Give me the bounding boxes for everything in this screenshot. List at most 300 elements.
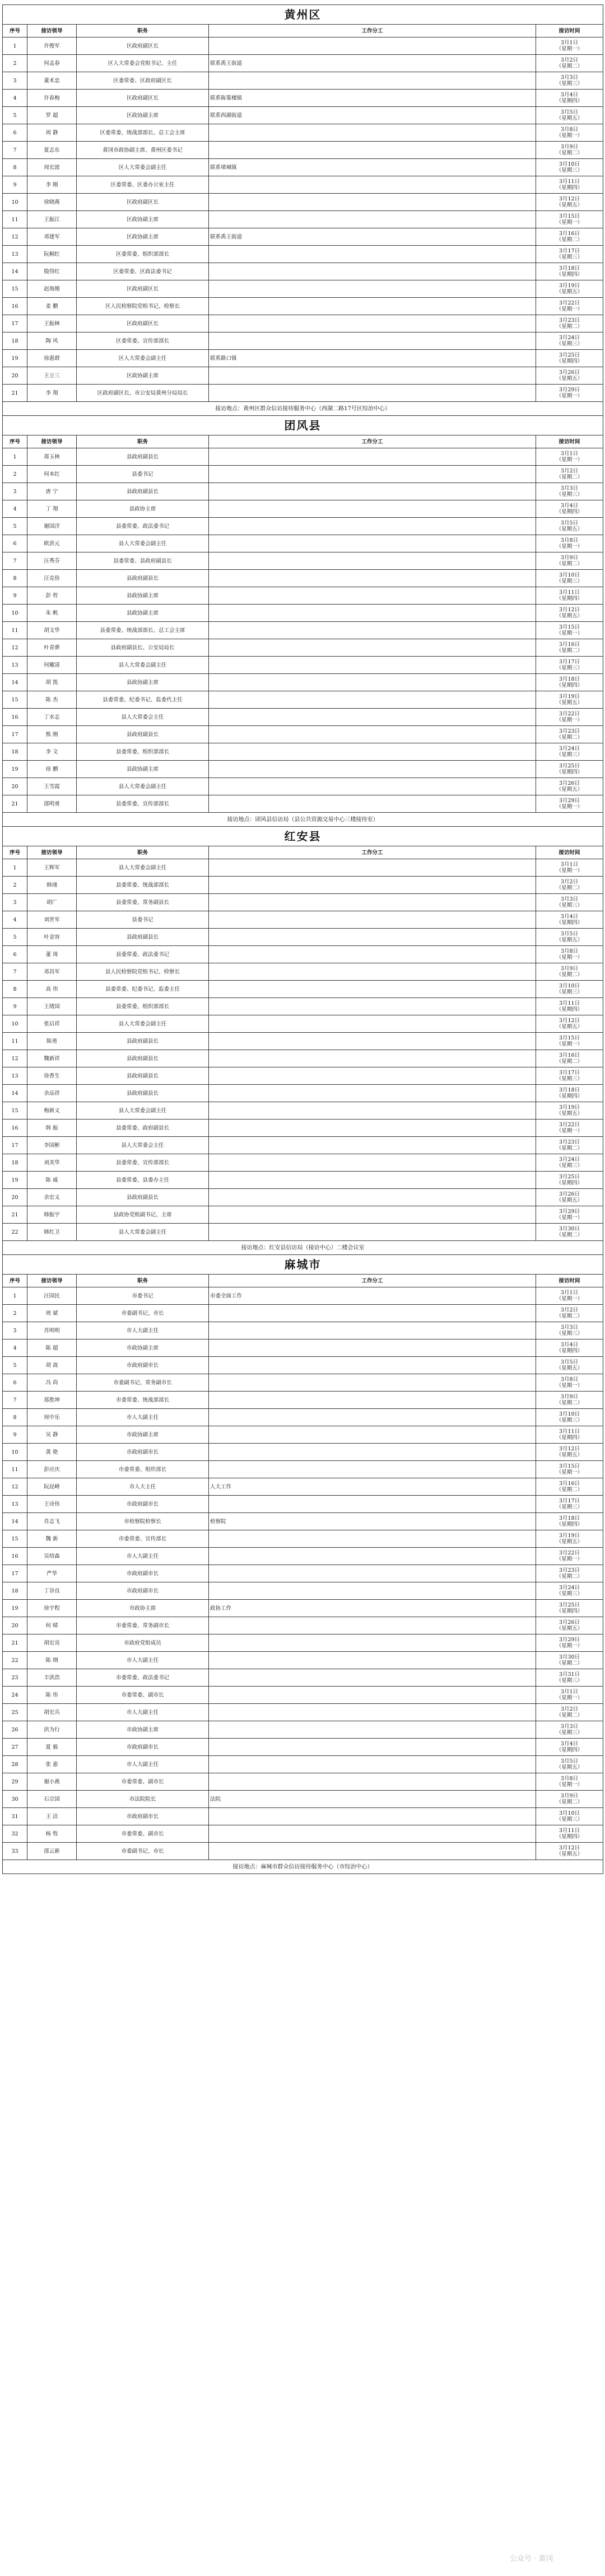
cell-leader: 陶 风	[27, 332, 77, 350]
cell-leader: 陈 伟	[27, 1687, 77, 1704]
table-row	[3, 981, 603, 998]
cell-time: 3月12日 （星期五）	[536, 194, 603, 211]
cell-title: 市政府副市长	[77, 1357, 209, 1374]
cell-title: 市委常委、副市长	[77, 1773, 209, 1791]
cell-leader: 朱 帆	[27, 605, 77, 622]
table-row	[3, 1102, 603, 1120]
table-row	[3, 877, 603, 894]
table-row	[3, 142, 603, 159]
table-row	[3, 1033, 603, 1050]
cell-time: 3月2日 （星期二）	[536, 466, 603, 483]
cell-leader: 阮昆峰	[27, 1478, 77, 1496]
cell-no: 12	[3, 1478, 27, 1496]
cell-no: 28	[3, 1756, 27, 1773]
cell-time: 3月10日 （星期三）	[536, 1409, 603, 1426]
table-row	[3, 176, 603, 194]
table-row	[3, 1426, 603, 1444]
cell-leader: 陈 杰	[27, 691, 77, 709]
cell-duty	[209, 1409, 536, 1426]
cell-time: 3月19日 （星期五）	[536, 280, 603, 298]
cell-no: 11	[3, 211, 27, 228]
table-row	[3, 194, 603, 211]
cell-no: 14	[3, 1085, 27, 1102]
cell-leader: 欧洪元	[27, 535, 77, 552]
cell-no: 15	[3, 691, 27, 709]
cell-duty	[209, 448, 536, 466]
cell-time: 3月30日 （星期二）	[536, 1224, 603, 1241]
cell-time: 3月9日 （星期二）	[536, 142, 603, 159]
table-row	[3, 38, 603, 55]
column-header-title: 职务	[77, 1275, 209, 1287]
cell-no: 32	[3, 1825, 27, 1843]
cell-no: 8	[3, 1409, 27, 1426]
table-row	[3, 1825, 603, 1843]
cell-duty	[209, 194, 536, 211]
cell-leader: 周宏波	[27, 159, 77, 176]
cell-duty	[209, 1172, 536, 1189]
cell-time: 3月15日 （星期一）	[536, 622, 603, 639]
cell-duty: 联系陈策楼镇	[209, 90, 536, 107]
cell-title: 县人大常委会副主任	[77, 657, 209, 674]
cell-leader: 李 刚	[27, 176, 77, 194]
cell-time: 3月10日 （星期三）	[536, 981, 603, 998]
table-row	[3, 859, 603, 877]
cell-title: 市政府副市长	[77, 1565, 209, 1582]
cell-time: 3月25日 （星期四）	[536, 350, 603, 367]
cell-time: 3月9日 （星期二）	[536, 1392, 603, 1409]
table-row	[3, 1085, 603, 1102]
cell-duty	[209, 981, 536, 998]
cell-duty	[209, 1322, 536, 1339]
cell-title: 县政府副县长	[77, 448, 209, 466]
column-header-duty: 工作分工	[209, 846, 536, 859]
cell-duty	[209, 587, 536, 605]
cell-duty	[209, 1137, 536, 1154]
cell-leader: 丁水志	[27, 709, 77, 726]
cell-title: 市委常委、统战部部长	[77, 1392, 209, 1409]
cell-time: 3月25日 （星期四）	[536, 1172, 603, 1189]
cell-no: 10	[3, 1444, 27, 1461]
cell-duty	[209, 998, 536, 1015]
cell-no: 2	[3, 466, 27, 483]
cell-leader: 韩红卫	[27, 1224, 77, 1241]
table-row	[3, 72, 603, 90]
cell-no: 15	[3, 1102, 27, 1120]
cell-title: 市委书记	[77, 1287, 209, 1305]
cell-duty	[209, 778, 536, 795]
cell-leader: 汪国民	[27, 1287, 77, 1305]
cell-time: 3月15日 （星期一）	[536, 211, 603, 228]
table-row	[3, 929, 603, 946]
cell-duty	[209, 1687, 536, 1704]
cell-duty	[209, 1756, 536, 1773]
table-row	[3, 1704, 603, 1721]
table-row	[3, 587, 603, 605]
cell-time: 3月16日 （星期二）	[536, 228, 603, 246]
cell-title: 市检察院检察长	[77, 1513, 209, 1530]
cell-title: 县委常委、宣传部部长	[77, 1154, 209, 1172]
cell-no: 33	[3, 1843, 27, 1860]
cell-duty	[209, 946, 536, 963]
column-header-time: 接访时间	[536, 1275, 603, 1287]
cell-duty	[209, 1050, 536, 1067]
table-row	[3, 963, 603, 981]
cell-time: 3月11日 （星期四）	[536, 998, 603, 1015]
cell-title: 市人大副主任	[77, 1704, 209, 1721]
cell-no: 21	[3, 1634, 27, 1652]
cell-title: 县政府副县长	[77, 570, 209, 587]
table-row	[3, 761, 603, 778]
cell-no: 3	[3, 483, 27, 500]
cell-duty	[209, 929, 536, 946]
cell-title: 市政府副市长	[77, 1808, 209, 1825]
table-row	[3, 1287, 603, 1305]
cell-no: 4	[3, 911, 27, 929]
cell-no: 2	[3, 877, 27, 894]
cell-title: 区政府副区长	[77, 315, 209, 332]
section-title: 团风县	[3, 416, 603, 435]
cell-time: 3月23日 （星期二）	[536, 1137, 603, 1154]
cell-duty	[209, 1634, 536, 1652]
cell-leader: 胡宏兵	[27, 1704, 77, 1721]
cell-leader: 叶金容	[27, 929, 77, 946]
cell-title: 区政府副区长	[77, 194, 209, 211]
column-header-leader: 接访领导	[27, 25, 77, 38]
cell-time: 3月22日 （星期一）	[536, 709, 603, 726]
cell-duty	[209, 1392, 536, 1409]
cell-duty	[209, 877, 536, 894]
cell-no: 24	[3, 1687, 27, 1704]
cell-duty: 人大工作	[209, 1478, 536, 1496]
cell-title: 县政府副县长	[77, 1085, 209, 1102]
column-header-no: 序号	[3, 1275, 27, 1287]
cell-time: 3月23日 （星期二）	[536, 726, 603, 743]
cell-time: 3月17日 （星期三）	[536, 1067, 603, 1085]
cell-leader: 李 翔	[27, 385, 77, 402]
table-row	[3, 518, 603, 535]
cell-title: 市政协主席	[77, 1600, 209, 1617]
table-row	[3, 1154, 603, 1172]
cell-no: 27	[3, 1739, 27, 1756]
cell-no: 13	[3, 657, 27, 674]
cell-title: 县委常委、纪委书记、监委主任	[77, 981, 209, 998]
table-row	[3, 946, 603, 963]
table-row	[3, 448, 603, 466]
cell-leader: 徐 鹏	[27, 761, 77, 778]
table-row	[3, 1791, 603, 1808]
cell-duty	[209, 639, 536, 657]
cell-time: 3月5日 （星期五）	[536, 107, 603, 124]
cell-leader: 邵云新	[27, 1843, 77, 1860]
cell-time: 3月4日 （星期四）	[536, 90, 603, 107]
table-row	[3, 622, 603, 639]
cell-title: 区委常委、区政府副区长	[77, 72, 209, 90]
cell-no: 12	[3, 1050, 27, 1067]
column-header-time: 接访时间	[536, 25, 603, 38]
cell-leader: 罗 超	[27, 107, 77, 124]
cell-leader: 唐 宁	[27, 483, 77, 500]
cell-time: 3月10日 （星期三）	[536, 159, 603, 176]
table-row	[3, 228, 603, 246]
cell-duty	[209, 1843, 536, 1860]
cell-no: 10	[3, 605, 27, 622]
cell-leader: 魏新祥	[27, 1050, 77, 1067]
cell-leader: 吴绍森	[27, 1548, 77, 1565]
table-row	[3, 795, 603, 813]
cell-time: 3月26日 （星期五）	[536, 778, 603, 795]
cell-no: 10	[3, 194, 27, 211]
cell-leader: 韩振宇	[27, 1206, 77, 1224]
cell-time: 3月12日 （星期五）	[536, 605, 603, 622]
cell-duty	[209, 622, 536, 639]
cell-leader: 殷得红	[27, 263, 77, 280]
cell-no: 5	[3, 929, 27, 946]
cell-title: 区委常委、区委办公室主任	[77, 176, 209, 194]
cell-leader: 丁谷良	[27, 1582, 77, 1600]
cell-duty	[209, 570, 536, 587]
cell-duty	[209, 176, 536, 194]
cell-time: 3月23日 （星期二）	[536, 315, 603, 332]
cell-title: 县人大常委会副主任	[77, 535, 209, 552]
cell-leader: 徐晓燕	[27, 194, 77, 211]
cell-title: 区政府副区长	[77, 90, 209, 107]
cell-no: 26	[3, 1721, 27, 1739]
table-row	[3, 1015, 603, 1033]
cell-duty	[209, 1721, 536, 1739]
cell-no: 6	[3, 1374, 27, 1392]
cell-title: 区委常委、统战部部长、总工会主席	[77, 124, 209, 142]
cell-time: 3月2日 （星期二）	[536, 1305, 603, 1322]
table-row	[3, 674, 603, 691]
cell-time: 3月16日 （星期二）	[536, 1478, 603, 1496]
cell-duty	[209, 1617, 536, 1634]
cell-leader: 郑胜坤	[27, 1392, 77, 1409]
cell-no: 1	[3, 859, 27, 877]
table-row	[3, 1756, 603, 1773]
table-row	[3, 1050, 603, 1067]
cell-no: 6	[3, 535, 27, 552]
table-row	[3, 998, 603, 1015]
cell-leader: 王振林	[27, 315, 77, 332]
cell-leader: 阮桐红	[27, 246, 77, 263]
cell-leader: 严华	[27, 1565, 77, 1582]
cell-title: 县委常委、县政府副县长	[77, 552, 209, 570]
cell-time: 3月22日 （星期一）	[536, 1120, 603, 1137]
cell-leader: 赵海刚	[27, 280, 77, 298]
cell-time: 3月29日 （星期一）	[536, 1206, 603, 1224]
cell-duty: 政协工作	[209, 1600, 536, 1617]
cell-leader: 余品祥	[27, 1085, 77, 1102]
cell-title: 县委常委、组织部部长	[77, 743, 209, 761]
cell-duty: 联系禹王街道	[209, 55, 536, 72]
cell-title: 县人民检察院党组书记、检察长	[77, 963, 209, 981]
cell-title: 市政府副市长	[77, 1582, 209, 1600]
cell-time: 3月4日 （星期四）	[536, 911, 603, 929]
cell-title: 市委常委、宣传部长	[77, 1530, 209, 1548]
cell-no: 18	[3, 1582, 27, 1600]
cell-title: 县人大常委会主任	[77, 709, 209, 726]
table-row	[3, 726, 603, 743]
table-row	[3, 1530, 603, 1548]
cell-duty	[209, 1067, 536, 1085]
cell-time: 3月8日 （星期一）	[536, 535, 603, 552]
cell-time: 3月17日 （星期三）	[536, 1496, 603, 1513]
cell-leader: 黄 艳	[27, 1444, 77, 1461]
cell-no: 6	[3, 946, 27, 963]
cell-time: 3月23日 （星期二）	[536, 1565, 603, 1582]
cell-no: 16	[3, 298, 27, 315]
column-header-leader: 接访领导	[27, 846, 77, 859]
table-row	[3, 159, 603, 176]
cell-no: 20	[3, 1617, 27, 1634]
cell-title: 县政府副县长	[77, 1189, 209, 1206]
cell-time: 3月3日 （星期三）	[536, 894, 603, 911]
column-header-title: 职务	[77, 846, 209, 859]
cell-duty	[209, 1189, 536, 1206]
cell-duty	[209, 1102, 536, 1120]
cell-title: 市人大副主任	[77, 1652, 209, 1669]
table-row	[3, 1739, 603, 1756]
cell-no: 9	[3, 176, 27, 194]
section-footer: 接访地点：黄州区群众信访接待服务中心（西湖二路17号区综治中心）	[3, 402, 603, 416]
section-footer: 接访地点：团风县信访局（县公共资源交易中心三楼接待室）	[3, 813, 603, 827]
cell-leader: 王雪霞	[27, 778, 77, 795]
column-header-duty: 工作分工	[209, 25, 536, 38]
cell-title: 县政协副主席	[77, 674, 209, 691]
cell-title: 区人大常委会副主任	[77, 159, 209, 176]
cell-title: 县委常委、政法委书记	[77, 946, 209, 963]
cell-time: 3月5日 （星期五）	[536, 1756, 603, 1773]
cell-time: 3月5日 （星期五）	[536, 518, 603, 535]
cell-time: 3月19日 （星期五）	[536, 1530, 603, 1548]
cell-no: 1	[3, 1287, 27, 1305]
cell-time: 3月18日 （星期四）	[536, 1085, 603, 1102]
table-row	[3, 1374, 603, 1392]
cell-duty	[209, 963, 536, 981]
cell-no: 5	[3, 518, 27, 535]
cell-duty	[209, 1033, 536, 1050]
cell-duty	[209, 332, 536, 350]
cell-title: 区政府副区长、市公安局黄州分局局长	[77, 385, 209, 402]
cell-duty	[209, 1825, 536, 1843]
cell-duty: 联系禹王街道	[209, 228, 536, 246]
table-row	[3, 1137, 603, 1154]
cell-no: 19	[3, 1172, 27, 1189]
cell-title: 市委副书记、常务副市长	[77, 1374, 209, 1392]
cell-time: 3月29日 （星期一）	[536, 1634, 603, 1652]
cell-time: 3月4日 （星期四）	[536, 500, 603, 518]
table-row	[3, 1634, 603, 1652]
cell-leader: 周中乐	[27, 1409, 77, 1426]
cell-time: 3月22日 （星期一）	[536, 298, 603, 315]
cell-duty	[209, 246, 536, 263]
cell-leader: 王 洁	[27, 1808, 77, 1825]
cell-title: 县人大常委会主任	[77, 1137, 209, 1154]
table-row	[3, 107, 603, 124]
cell-leader: 丰洪浩	[27, 1669, 77, 1687]
cell-title: 县委常委、组织部部长	[77, 998, 209, 1015]
cell-duty	[209, 1305, 536, 1322]
column-header-leader: 接访领导	[27, 1275, 77, 1287]
cell-leader: 胡文华	[27, 622, 77, 639]
cell-title: 市法院院长	[77, 1791, 209, 1808]
cell-time: 3月3日 （星期三）	[536, 1721, 603, 1739]
cell-no: 4	[3, 90, 27, 107]
cell-title: 县委常委、统战部部长	[77, 877, 209, 894]
table-row	[3, 466, 603, 483]
cell-time: 3月5日 （星期五）	[536, 929, 603, 946]
cell-duty	[209, 1582, 536, 1600]
cell-title: 县委常委、纪委书记、监委代主任	[77, 691, 209, 709]
cell-leader: 韩翊	[27, 877, 77, 894]
cell-leader: 何耀清	[27, 657, 77, 674]
cell-leader: 谢国洋	[27, 518, 77, 535]
cell-title: 县政协党组副书记、主席	[77, 1206, 209, 1224]
table-row	[3, 1206, 603, 1224]
cell-title: 区政协副主席	[77, 107, 209, 124]
cell-duty	[209, 1496, 536, 1513]
cell-title: 县政协副主席	[77, 587, 209, 605]
cell-no: 16	[3, 1548, 27, 1565]
table-row	[3, 1339, 603, 1357]
cell-time: 3月1日 （星期一）	[536, 1687, 603, 1704]
cell-leader: 夏志东	[27, 142, 77, 159]
cell-title: 市人大副主任	[77, 1322, 209, 1339]
cell-no: 19	[3, 350, 27, 367]
cell-title: 县政协副主席	[77, 761, 209, 778]
cell-duty	[209, 605, 536, 622]
cell-duty	[209, 280, 536, 298]
table-row	[3, 1172, 603, 1189]
table-row	[3, 1305, 603, 1322]
cell-duty	[209, 483, 536, 500]
section-footer: 接访地点：红安县信访局（接访中心）二楼会议室	[3, 1241, 603, 1255]
cell-leader: 胡广	[27, 894, 77, 911]
cell-title: 县人大常委会副主任	[77, 1015, 209, 1033]
cell-leader: 王辉军	[27, 859, 77, 877]
cell-no: 12	[3, 228, 27, 246]
cell-duty	[209, 1530, 536, 1548]
cell-title: 市政府副市长	[77, 1496, 209, 1513]
cell-no: 20	[3, 367, 27, 385]
section-title: 黄州区	[3, 5, 603, 25]
cell-title: 市人大副主任	[77, 1409, 209, 1426]
cell-no: 15	[3, 280, 27, 298]
cell-duty: 法院	[209, 1791, 536, 1808]
cell-leader: 胡 嵩	[27, 1357, 77, 1374]
cell-leader: 魏 新	[27, 1530, 77, 1548]
cell-time: 3月4日 （星期四）	[536, 1739, 603, 1756]
table-row	[3, 778, 603, 795]
cell-no: 14	[3, 263, 27, 280]
cell-no: 22	[3, 1224, 27, 1241]
cell-leader: 汪秀芬	[27, 552, 77, 570]
cell-no: 18	[3, 743, 27, 761]
cell-leader: 李 文	[27, 743, 77, 761]
cell-title: 县人大常委会副主任	[77, 778, 209, 795]
cell-time: 3月12日 （星期五）	[536, 1444, 603, 1461]
cell-no: 13	[3, 1496, 27, 1513]
cell-leader: 许春梅	[27, 90, 77, 107]
cell-no: 30	[3, 1791, 27, 1808]
cell-no: 20	[3, 778, 27, 795]
cell-leader: 高 伟	[27, 981, 77, 998]
cell-duty	[209, 552, 536, 570]
cell-title: 县人大常委会副主任	[77, 859, 209, 877]
cell-time: 3月26日 （星期五）	[536, 367, 603, 385]
cell-no: 19	[3, 1600, 27, 1617]
cell-duty	[209, 657, 536, 674]
